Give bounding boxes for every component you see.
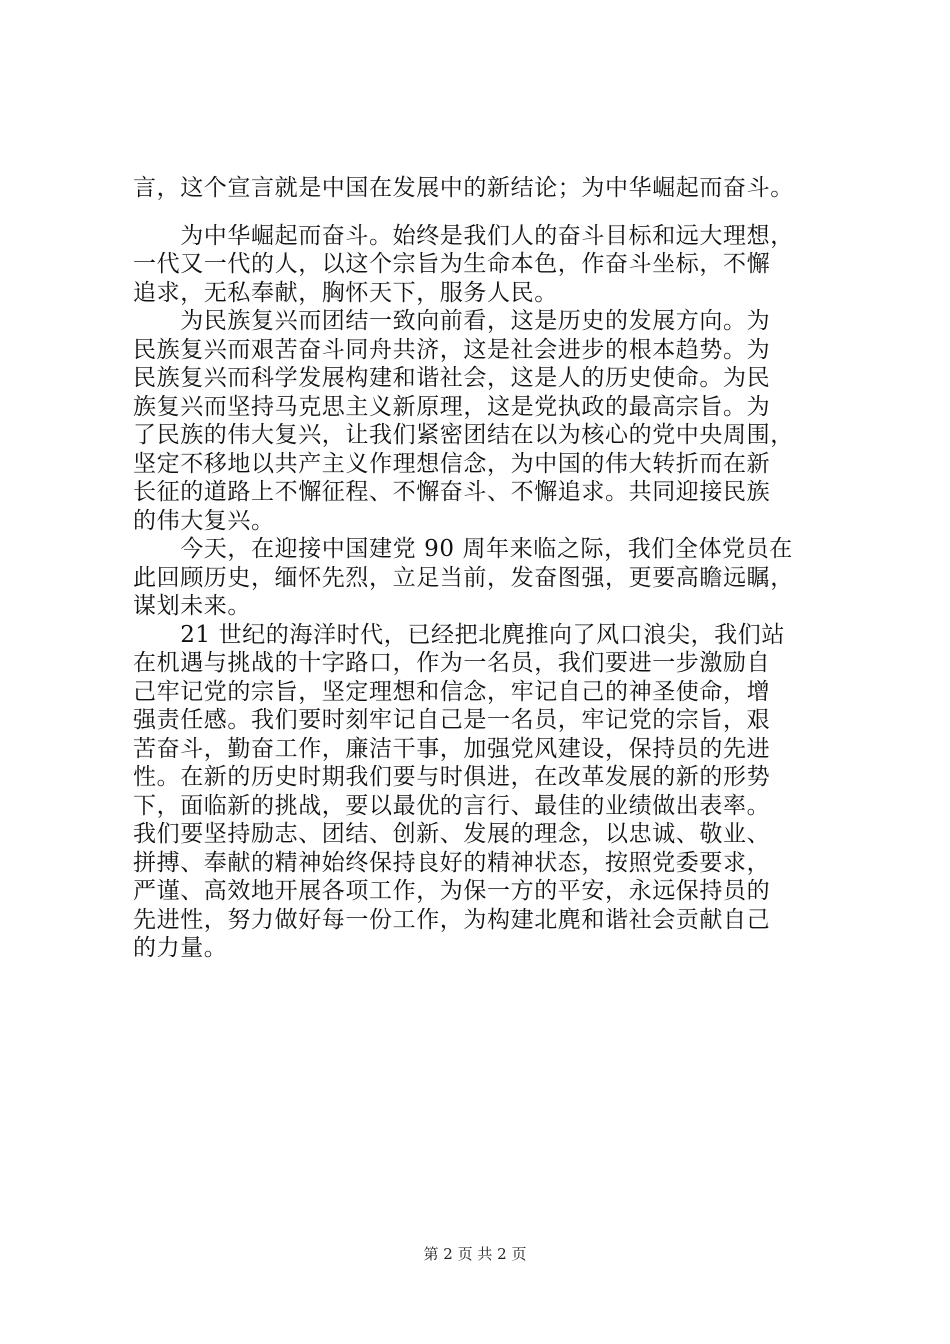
- text-line: 谋划未来。: [133, 593, 251, 619]
- text-line: 今天，在迎接中国建党 90 周年来临之际，我们全体党员在: [133, 536, 793, 562]
- text-line: 21 世纪的海洋时代，已经把北麂推向了风口浪尖，我们站: [133, 621, 785, 648]
- text-line: 苦奋斗，勤奋工作，廉洁干事，加强党风建设，保持员的先进: [133, 735, 771, 762]
- text-line: 族复兴而坚持马克思主义新原理，这是党执政的最高宗旨。为: [133, 393, 771, 420]
- text-line: 一代又一代的人，以这个宗旨为生命本色，作奋斗坐标，不懈: [133, 251, 771, 277]
- text-line: 拼搏、奉献的精神始终保持良好的精神状态，按照党委要求，: [133, 849, 771, 876]
- paragraph-gap: [133, 203, 853, 222]
- text-line: 下，面临新的挑战，要以最优的言行、最佳的业绩做出表率。: [133, 792, 771, 819]
- text-line: 先进性，努力做好每一份工作，为构建北麂和谐社会贡献自己: [133, 906, 771, 933]
- text-line: 为中华崛起而奋斗。始终是我们人的奋斗目标和远大理想，: [133, 222, 794, 249]
- text-line: 的力量。: [133, 935, 228, 961]
- text-line: 己牢记党的宗旨，坚定理想和信念，牢记自己的神圣使命，增: [133, 678, 771, 705]
- text-line: 为民族复兴而团结一致向前看，这是历史的发展方向。为: [133, 308, 771, 334]
- text-line: 在机遇与挑战的十字路口，作为一名员，我们要进一步激励自: [133, 650, 771, 676]
- text-line: 我们要坚持励志、团结、创新、发展的理念，以忠诚、敬业、: [133, 821, 771, 847]
- text-line: 性。在新的历史时期我们要与时俱进，在改革发展的新的形势: [133, 764, 771, 790]
- text-line: 民族复兴而科学发展构建和谐社会，这是人的历史使命。为民: [133, 365, 771, 391]
- text-line: 民族复兴而艰苦奋斗同舟共济，这是社会进步的根本趋势。为: [133, 336, 771, 363]
- text-line: 此回顾历史，缅怀先烈，立足当前，发奋图强，更要高瞻远瞩，: [133, 564, 794, 591]
- text-line: 言，这个宣言就是中国在发展中的新结论；为中华崛起而奋斗。: [133, 175, 794, 201]
- body-text: [133, 174, 853, 963]
- text-line: 严谨、高效地开展各项工作，为保一方的平安，永远保持员的: [133, 878, 771, 904]
- text-line: 强责任感。我们要时刻牢记自己是一名员，牢记党的宗旨，艰: [133, 707, 771, 733]
- text-line: 了民族的伟大复兴，让我们紧密团结在以为核心的党中央周围，: [133, 422, 794, 448]
- text-line: 追求，无私奉献，胸怀天下，服务人民。: [133, 279, 558, 306]
- text-line: 坚定不移地以共产主义作理想信念，为中国的伟大转折而在新: [133, 450, 771, 477]
- text-line: 长征的道路上不懈征程、不懈奋斗、不懈追求。共同迎接民族: [133, 479, 771, 505]
- text-line: 的伟大复兴。: [133, 507, 275, 534]
- page-number-footer: 第 2 页 共 2 页: [423, 1245, 527, 1263]
